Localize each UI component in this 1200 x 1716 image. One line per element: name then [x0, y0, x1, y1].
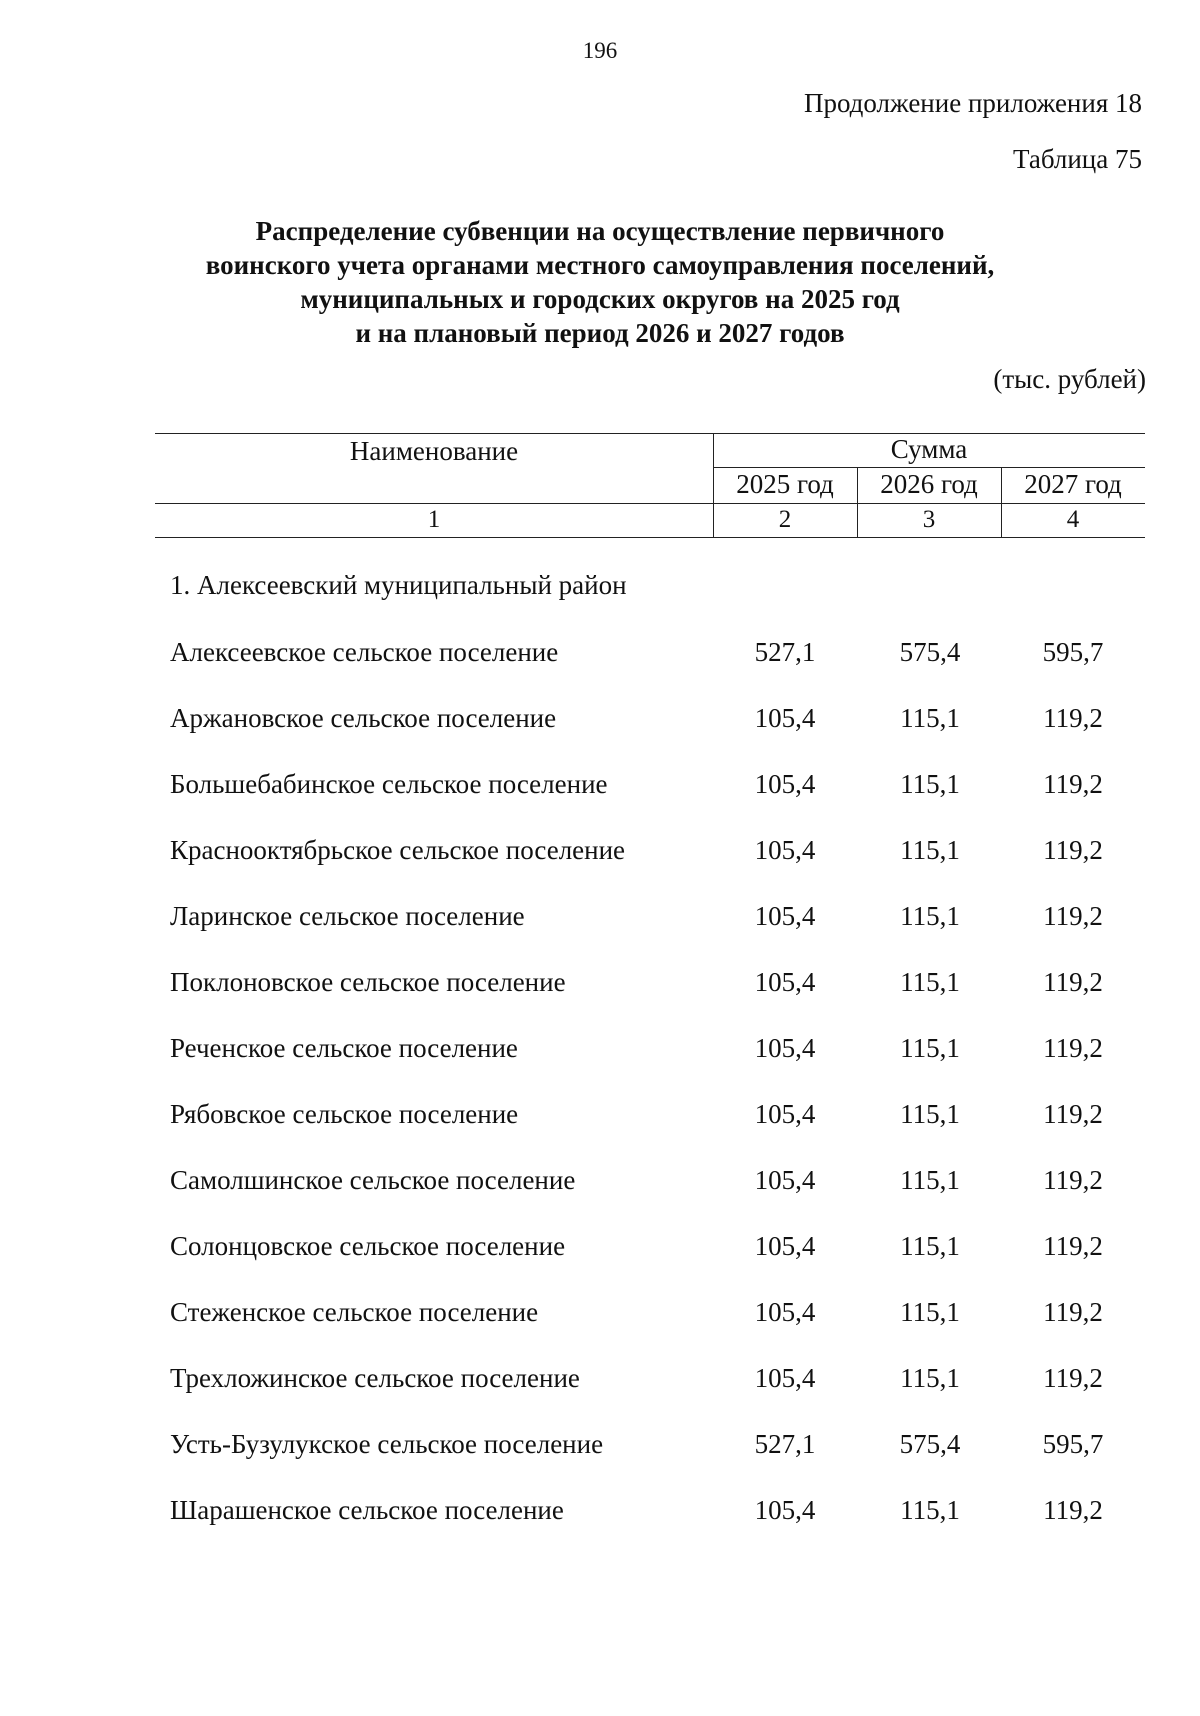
value-2025: 105,4	[754, 1495, 816, 1525]
value-2025: 105,4	[754, 1363, 816, 1393]
title-line: Распределение субвенции на осуществление первичного	[255, 216, 945, 246]
table-row	[0, 835, 1200, 875]
value-2027: 595,7	[1042, 1429, 1104, 1459]
value-2025: 105,4	[754, 703, 816, 733]
value-2027: 595,7	[1042, 637, 1104, 667]
column-numbers-rule	[155, 537, 1145, 538]
value-2025: 105,4	[754, 1033, 816, 1063]
value-2026: 115,1	[900, 835, 960, 865]
table-row	[0, 967, 1200, 1007]
value-2027: 119,2	[1043, 967, 1103, 997]
settlement-name: Стеженское сельское поселение	[170, 1297, 539, 1327]
value-2025: 105,4	[754, 835, 816, 865]
header-year-2026: 2026 год	[880, 469, 978, 499]
value-2026: 115,1	[900, 1297, 960, 1327]
value-2026: 115,1	[900, 1033, 960, 1063]
table-row	[0, 637, 1200, 677]
value-2025: 105,4	[754, 1297, 816, 1327]
value-2026: 115,1	[900, 1363, 960, 1393]
table-row	[0, 1495, 1200, 1535]
value-2026: 115,1	[900, 901, 960, 931]
value-2027: 119,2	[1043, 1495, 1103, 1525]
value-2025: 105,4	[754, 769, 816, 799]
column-number: 3	[922, 506, 936, 533]
column-number: 4	[1066, 506, 1080, 533]
value-2027: 119,2	[1043, 703, 1103, 733]
settlement-name: Реченское сельское поселение	[170, 1033, 518, 1063]
settlement-name: Рябовское сельское поселение	[170, 1099, 519, 1129]
value-2026: 115,1	[900, 1099, 960, 1129]
value-2027: 119,2	[1043, 1033, 1103, 1063]
header-year-2027: 2027 год	[1024, 469, 1122, 499]
settlement-name: Поклоновское сельское поселение	[170, 967, 566, 997]
table-row	[0, 769, 1200, 809]
value-2026: 115,1	[900, 1231, 960, 1261]
value-2025: 105,4	[754, 1099, 816, 1129]
column-number: 2	[778, 506, 792, 533]
settlement-name: Аржановское сельское поселение	[170, 703, 557, 733]
title-line: и на плановый период 2026 и 2027 годов	[355, 318, 845, 348]
table-row	[0, 1033, 1200, 1073]
value-2026: 115,1	[900, 1165, 960, 1195]
section-title: 1. Алексеевский муниципальный район	[170, 570, 627, 600]
value-2027: 119,2	[1043, 1231, 1103, 1261]
settlement-name: Солонцовское сельское поселение	[170, 1231, 566, 1261]
settlement-name: Ларинское сельское поселение	[170, 901, 525, 931]
value-2025: 527,1	[754, 1429, 816, 1459]
value-2027: 119,2	[1043, 769, 1103, 799]
settlement-name: Усть-Бузулукское сельское поселение	[170, 1429, 604, 1459]
title-line: муниципальных и городских округов на 2025 год	[300, 284, 900, 314]
document-title	[150, 214, 1050, 350]
value-2027: 119,2	[1043, 1165, 1103, 1195]
value-2026: 575,4	[899, 1429, 961, 1459]
table-row	[0, 1363, 1200, 1403]
value-2026: 115,1	[900, 769, 960, 799]
title-line: воинского учета органами местного самоуправления поселений,	[205, 250, 995, 280]
header-year-2025: 2025 год	[736, 469, 834, 499]
units-label: (тыс. рублей)	[993, 364, 1146, 394]
settlement-name: Краснооктябрьское сельское поселение	[170, 835, 626, 865]
settlement-name: Трехложинское сельское поселение	[170, 1363, 580, 1393]
settlement-name: Самолшинское сельское поселение	[170, 1165, 576, 1195]
header-bottom-rule	[155, 503, 1145, 504]
value-2026: 115,1	[900, 1495, 960, 1525]
value-2025: 105,4	[754, 1231, 816, 1261]
value-2025: 105,4	[754, 901, 816, 931]
column-number: 1	[427, 506, 441, 533]
table-row	[0, 1231, 1200, 1271]
table-row	[0, 1165, 1200, 1205]
value-2026: 575,4	[899, 637, 961, 667]
value-2025: 527,1	[754, 637, 816, 667]
value-2026: 115,1	[900, 703, 960, 733]
header-name: Наименование	[349, 436, 519, 466]
value-2027: 119,2	[1043, 1363, 1103, 1393]
value-2025: 105,4	[754, 1165, 816, 1195]
years-rule	[713, 467, 1145, 468]
settlement-name: Алексеевское сельское поселение	[170, 637, 559, 667]
header-sum: Сумма	[890, 434, 968, 464]
table-number: Таблица 75	[1013, 144, 1142, 174]
value-2027: 119,2	[1043, 901, 1103, 931]
table-row	[0, 1297, 1200, 1337]
settlement-name: Шарашенское сельское поселение	[170, 1495, 564, 1525]
table-row	[0, 703, 1200, 743]
value-2026: 115,1	[900, 967, 960, 997]
table-row	[0, 901, 1200, 941]
table-row	[0, 1429, 1200, 1469]
page-number: 196	[582, 38, 618, 63]
table-row	[0, 1099, 1200, 1139]
value-2027: 119,2	[1043, 835, 1103, 865]
settlement-name: Большебабинское сельское поселение	[170, 769, 608, 799]
appendix-continuation: Продолжение приложения 18	[803, 88, 1142, 118]
value-2027: 119,2	[1043, 1297, 1103, 1327]
value-2027: 119,2	[1043, 1099, 1103, 1129]
value-2025: 105,4	[754, 967, 816, 997]
